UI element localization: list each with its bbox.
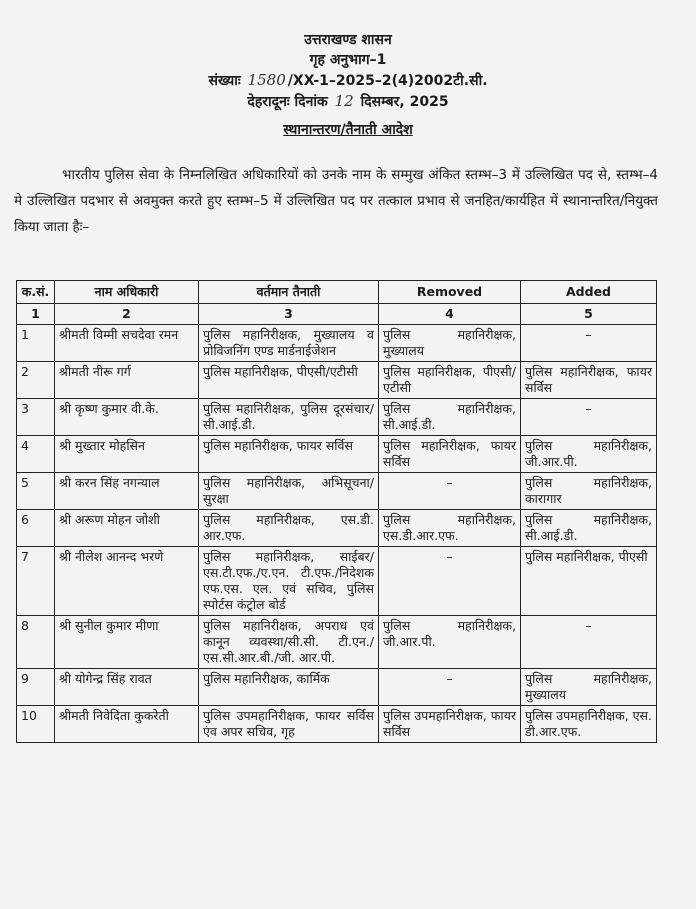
cell-removed: – — [379, 669, 521, 706]
cell-added: पुलिस महानिरीक्षक, मुख्यालय — [521, 669, 657, 706]
cell-removed: पुलिस महानिरीक्षक, मुख्यालय — [379, 325, 521, 362]
cell-current: पुलिस महानिरीक्षक, मुख्यालय व प्रोविजनिंग एण्ड मार्डनाईजेशन — [199, 325, 379, 362]
cell-removed: पुलिस महानिरीक्षक, एस.डी.आर.एफ. — [379, 510, 521, 547]
cell-name: श्री करन सिंह नगन्याल — [55, 473, 199, 510]
cell-current: पुलिस महानिरीक्षक, अभिसूचना/सुरक्षा — [199, 473, 379, 510]
cell-added: पुलिस महानिरीक्षक, पीएसी — [521, 547, 657, 616]
letter-header — [0, 30, 696, 139]
number-label: संख्याः — [208, 73, 241, 89]
header-name: नाम अधिकारी — [55, 281, 199, 304]
cell-sn: 3 — [17, 399, 55, 436]
cell-added: पुलिस महानिरीक्षक, सी.आई.डी. — [521, 510, 657, 547]
cell-added: – — [521, 325, 657, 362]
colnum-4: 4 — [379, 304, 521, 325]
table-row — [17, 436, 657, 473]
cell-name: श्रीमती निवेदिता कुकरेती — [55, 706, 199, 743]
date-suffix: दिसम्बर, 2025 — [360, 94, 449, 110]
table-row — [17, 547, 657, 616]
table-row — [17, 616, 657, 669]
cell-added: – — [521, 399, 657, 436]
cell-current: पुलिस महानिरीक्षक, एस.डी. आर.एफ. — [199, 510, 379, 547]
cell-added: पुलिस महानिरीक्षक, फायर सर्विस — [521, 362, 657, 399]
cell-name: श्रीमती विम्मी सचदेवा रमन — [55, 325, 199, 362]
cell-sn: 4 — [17, 436, 55, 473]
cell-removed: पुलिस उपमहानिरीक्षक, फायर सर्विस — [379, 706, 521, 743]
cell-name: श्री नीलेश आनन्द भरणे — [55, 547, 199, 616]
govt-name: उत्तराखण्ड शासन — [304, 32, 392, 48]
colnum-5: 5 — [521, 304, 657, 325]
table-row — [17, 706, 657, 743]
cell-current: पुलिस उपमहानिरीक्षक, फायर सर्विस एंव अपर सचिव, गृह — [199, 706, 379, 743]
cell-removed: पुलिस महानिरीक्षक, फायर सर्विस — [379, 436, 521, 473]
cell-added: – — [521, 616, 657, 669]
cell-added: पुलिस उपमहानिरीक्षक, एस. डी.आर.एफ. — [521, 706, 657, 743]
cell-added: पुलिस महानिरीक्षक, जी.आर.पी. — [521, 436, 657, 473]
cell-removed: – — [379, 547, 521, 616]
place-date — [0, 91, 696, 112]
cell-removed: पुलिस महानिरीक्षक, पीएसी/एटीसी — [379, 362, 521, 399]
cell-name: श्री योगेन्द्र सिंह रावत — [55, 669, 199, 706]
cell-sn: 9 — [17, 669, 55, 706]
cell-current: पुलिस महानिरीक्षक, साईबर/एस.टी.एफ./ए.एन. टी.एफ./निदेशक एफ.एस. एल. एवं सचिव, पुलिस स्पोर्टस कंट्रोल बोर्ड — [199, 547, 379, 616]
cell-name: श्री अरूण मोहन जोशी — [55, 510, 199, 547]
colnum-1: 1 — [17, 304, 55, 325]
column-number-row — [17, 304, 657, 325]
number-suffix: /XX-1–2025–2(4)2002टी.सी. — [287, 73, 488, 89]
cell-sn: 5 — [17, 473, 55, 510]
cell-current: पुलिस महानिरीक्षक, कार्मिक — [199, 669, 379, 706]
table-row — [17, 669, 657, 706]
header-added: Added — [521, 281, 657, 304]
header-current: वर्तमान तैनाती — [199, 281, 379, 304]
department-name: गृह अनुभाग–1 — [309, 52, 387, 68]
letter-number — [0, 70, 696, 91]
colnum-3: 3 — [199, 304, 379, 325]
cell-name: श्री मुख्तार मोहसिन — [55, 436, 199, 473]
cell-sn: 10 — [17, 706, 55, 743]
cell-sn: 8 — [17, 616, 55, 669]
cell-name: श्री सुनील कुमार मीणा — [55, 616, 199, 669]
cell-removed: पुलिस महानिरीक्षक, जी.आर.पी. — [379, 616, 521, 669]
cell-removed: पुलिस महानिरीक्षक, सी.आई.डी. — [379, 399, 521, 436]
table-row — [17, 362, 657, 399]
cell-name: श्रीमती नीरू गर्ग — [55, 362, 199, 399]
table-row — [17, 325, 657, 362]
cell-sn: 2 — [17, 362, 55, 399]
cell-sn: 1 — [17, 325, 55, 362]
cell-current: पुलिस महानिरीक्षक, अपराध एवं कानून व्यवस्था/सी.सी. टी.एन./एस.सी.आर.बी./जी. आर.पी. — [199, 616, 379, 669]
cell-current: पुलिस महानिरीक्षक, फायर सर्विस — [199, 436, 379, 473]
table-header-row — [17, 281, 657, 304]
cell-added: पुलिस महानिरीक्षक, कारागार — [521, 473, 657, 510]
table-row — [17, 399, 657, 436]
cell-name: श्री कृष्ण कुमार वी.के. — [55, 399, 199, 436]
date-handwritten: 12 — [334, 92, 354, 110]
cell-removed: – — [379, 473, 521, 510]
header-removed: Removed — [379, 281, 521, 304]
cell-current: पुलिस महानिरीक्षक, पुलिस दूरसंचार/सी.आई.डी. — [199, 399, 379, 436]
header-sn: क.सं. — [17, 281, 55, 304]
cell-sn: 7 — [17, 547, 55, 616]
colnum-2: 2 — [55, 304, 199, 325]
transfer-table — [16, 280, 657, 743]
order-title: स्थानान्तरण/तैनाती आदेश — [283, 122, 413, 138]
cell-sn: 6 — [17, 510, 55, 547]
table-row — [17, 473, 657, 510]
intro-paragraph: भारतीय पुलिस सेवा के निम्नलिखित अधिकारियों को उनके नाम के सम्मुख अंकित स्तम्भ–3 में उल्लिखित पद से, स्तम्भ–4 मे उल्लिखित पदभार से अवमुक्त करते हुए स्तम्भ–5 में उल्लिखित पद पर तत्काल प्रभाव से जनहित/कार्यहित में स्थानान्तरित/नियुक्त किया जाता हैः– — [14, 167, 658, 235]
cell-current: पुलिस महानिरीक्षक, पीएसी/एटीसी — [199, 362, 379, 399]
table-row — [17, 510, 657, 547]
place-date-label: देहरादूनः दिनांक — [247, 94, 328, 110]
number-handwritten: 1580 — [247, 71, 286, 89]
